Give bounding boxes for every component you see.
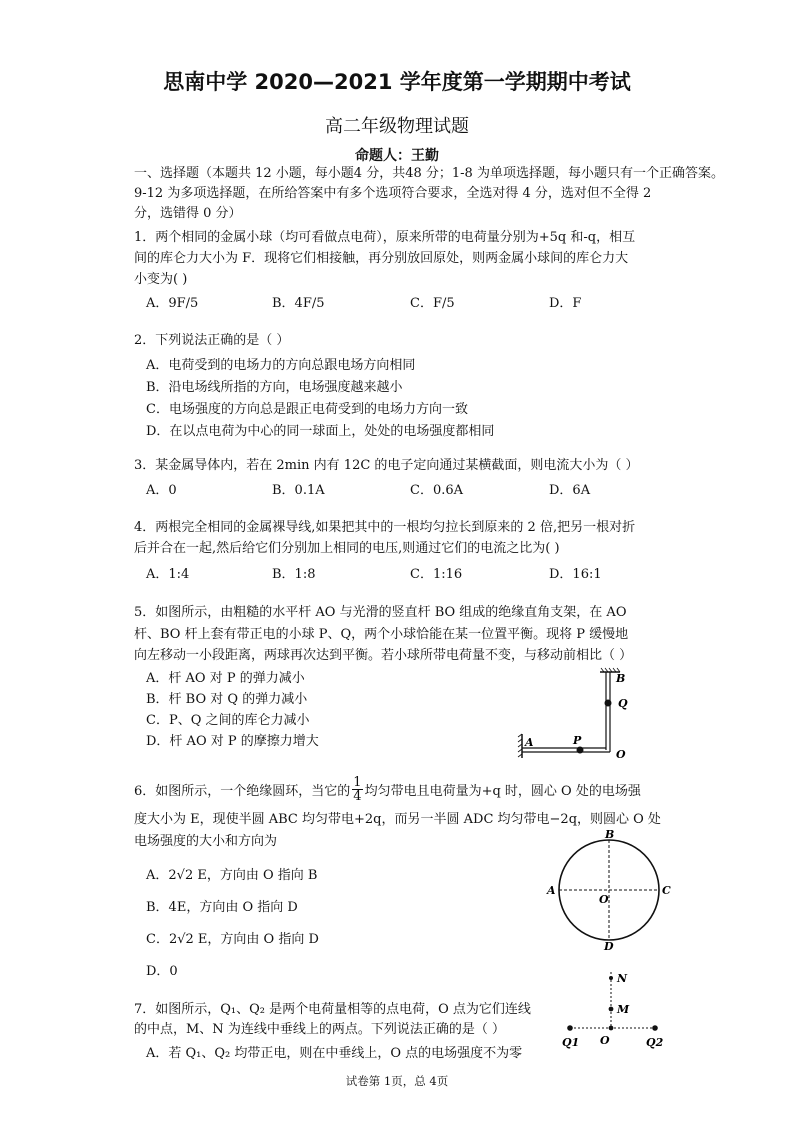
label-p: P bbox=[573, 734, 582, 747]
question-6-option-b[interactable]: B．4E，方向由 O 指向 D bbox=[146, 900, 298, 915]
question-2-option-a[interactable]: A．电荷受到的电场力的方向总跟电场方向相同 bbox=[146, 358, 416, 373]
question-3-option-b[interactable]: B．0.1A bbox=[272, 483, 325, 498]
ball-q bbox=[605, 700, 612, 707]
question-6-line-1-after: 均匀带电且电荷量为+q 时，圆心 O 处的电场强 bbox=[364, 784, 641, 799]
question-6-line-1-before: 6．如图所示，一个绝缘圆环，当它的 bbox=[134, 784, 351, 799]
label-b: B bbox=[616, 672, 626, 685]
question-1-option-b[interactable]: B．4F/5 bbox=[272, 296, 325, 311]
page-footer: 试卷第 1页，总 4页 bbox=[345, 1074, 449, 1088]
exam-author: 命题人：王勤 bbox=[355, 148, 439, 164]
question-7-option-a[interactable]: A．若 Q₁、Q₂ 均带正电，则在中垂线上，O 点的电场强度不为零 bbox=[146, 1046, 523, 1061]
charge-q2 bbox=[652, 1025, 658, 1031]
ball-p bbox=[577, 747, 584, 754]
exam-title: 思南中学 2020—2021 学年度第一学期期中考试 bbox=[163, 70, 631, 94]
section-instructions-line-2: 9-12 为多项选择题，在所给答案中有多个选项符合要求，全选对得 4 分，选对但不全得 2 bbox=[134, 186, 652, 201]
question-2-option-d[interactable]: D．在以点电荷为中心的同一球面上，处处的电场强度都相同 bbox=[146, 424, 495, 439]
label-n: N bbox=[617, 972, 628, 985]
charge-q1 bbox=[567, 1025, 573, 1031]
question-7-line-2: 的中点，M、N 为连线中垂线上的两点。下列说法正确的是（ ） bbox=[134, 1022, 505, 1037]
question-4-option-b[interactable]: B．1:8 bbox=[272, 567, 316, 582]
question-6-line-3: 电场强度的大小和方向为 bbox=[134, 834, 278, 849]
label-q2: Q2 bbox=[646, 1036, 664, 1049]
section-instructions-line-3: 分，选错得 0 分） bbox=[134, 206, 242, 221]
section-instructions-line-1: 一、选择题（本题共 12 小题，每小题4 分，共48 分；1-8 为单项选择题，每小题只有一个正确答案。 bbox=[134, 166, 724, 181]
label-c: C bbox=[662, 884, 671, 897]
question-5-line-2: 杆、BO 杆上套有带正电的小球 P、Q，两个小球恰能在某一位置平衡。现将 P 缓慢地 bbox=[134, 627, 629, 642]
question-6-option-c[interactable]: C．2√2 E，方向由 O 指向 D bbox=[146, 932, 319, 947]
question-3-option-c[interactable]: C．0.6A bbox=[410, 483, 464, 498]
figure-5-right-angle-support bbox=[510, 668, 650, 760]
question-1-line-1: 1．两个相同的金属小球（均可看做点电荷），原来所带的电荷量分别为+5q 和-q，相互 bbox=[134, 230, 636, 245]
label-b: B bbox=[605, 828, 615, 841]
question-4-option-a[interactable]: A．1:4 bbox=[146, 567, 190, 582]
point-n bbox=[609, 976, 613, 980]
label-a: A bbox=[525, 736, 534, 749]
fraction-numerator: 1 bbox=[353, 775, 362, 790]
fraction bbox=[352, 776, 362, 803]
question-5-line-1: 5．如图所示，由粗糙的水平杆 AO 与光滑的竖直杆 BO 组成的绝缘直角支架，在 AO bbox=[134, 605, 627, 620]
question-5-line-3: 向左移动一小段距离，两球再次达到平衡。若小球所带电荷量不变，与移动前相比（ ） bbox=[134, 648, 633, 663]
figure-6-charged-ring bbox=[546, 828, 676, 953]
question-1-line-2: 间的库仑力大小为 F．现将它们相接触，再分别放回原处，则两金属小球间的库仑力大 bbox=[134, 251, 629, 266]
exam-subtitle: 高二年级物理试题 bbox=[325, 116, 469, 137]
question-5-option-c[interactable]: C．P、Q 之间的库仑力减小 bbox=[146, 713, 310, 728]
question-2-option-b[interactable]: B．沿电场线所指的方向，电场强度越来越小 bbox=[146, 380, 403, 395]
question-3-option-d[interactable]: D．6A bbox=[549, 483, 591, 498]
question-1-line-3: 小变为( ) bbox=[134, 272, 188, 287]
question-7-line-1: 7．如图所示，Q₁、Q₂ 是两个电荷量相等的点电荷，O 点为它们连线 bbox=[134, 1002, 531, 1017]
question-5-option-b[interactable]: B．杆 BO 对 Q 的弹力减小 bbox=[146, 692, 308, 707]
label-o: O bbox=[616, 748, 626, 761]
label-q: Q bbox=[618, 697, 628, 710]
question-6-option-a[interactable]: A．2√2 E，方向由 O 指向 B bbox=[146, 868, 318, 883]
question-5-option-a[interactable]: A．杆 AO 对 P 的弹力减小 bbox=[146, 671, 305, 686]
point-m bbox=[609, 1007, 614, 1012]
label-d: D bbox=[604, 940, 614, 953]
question-3-line-1: 3．某金属导体内，若在 2min 内有 12C 的电子定向通过某横截面，则电流大小为（ ） bbox=[134, 458, 639, 473]
figure-7-two-point-charges bbox=[560, 970, 670, 1050]
label-m: M bbox=[617, 1003, 630, 1016]
question-4-line-1: 4．两根完全相同的金属裸导线,如果把其中的一根均匀拉长到原来的 2 倍,把另一根对折 bbox=[134, 520, 636, 535]
question-1-option-c[interactable]: C．F/5 bbox=[410, 296, 455, 311]
question-4-line-2: 后并合在一起,然后给它们分别加上相同的电压,则通过它们的电流之比为( ) bbox=[134, 541, 560, 556]
question-5-option-d[interactable]: D．杆 AO 对 P 的摩擦力增大 bbox=[146, 734, 319, 749]
question-1-option-a[interactable]: A．9F/5 bbox=[146, 296, 199, 311]
label-a: A bbox=[547, 884, 556, 897]
fraction-denominator: 4 bbox=[353, 789, 362, 804]
question-2-option-c[interactable]: C．电场强度的方向总是跟正电荷受到的电场力方向一致 bbox=[146, 402, 468, 417]
question-4-option-c[interactable]: C．1:16 bbox=[410, 567, 463, 582]
question-4-option-d[interactable]: D．16:1 bbox=[549, 567, 602, 582]
question-6-line-1 bbox=[134, 775, 641, 805]
question-2-line-1: 2．下列说法正确的是（ ） bbox=[134, 333, 290, 348]
label-q1: Q1 bbox=[562, 1036, 580, 1049]
question-6-option-d[interactable]: D．0 bbox=[146, 964, 178, 979]
point-o bbox=[609, 1026, 614, 1031]
question-1-option-d[interactable]: D．F bbox=[549, 296, 582, 311]
question-3-option-a[interactable]: A．0 bbox=[146, 483, 177, 498]
label-o: O bbox=[599, 893, 609, 906]
question-6-line-2: 度大小为 E，现使半圆 ABC 均匀带电+2q，而另一半圆 ADC 均匀带电−2q，则圆心 O 处 bbox=[134, 812, 661, 827]
label-o: O bbox=[600, 1034, 610, 1047]
